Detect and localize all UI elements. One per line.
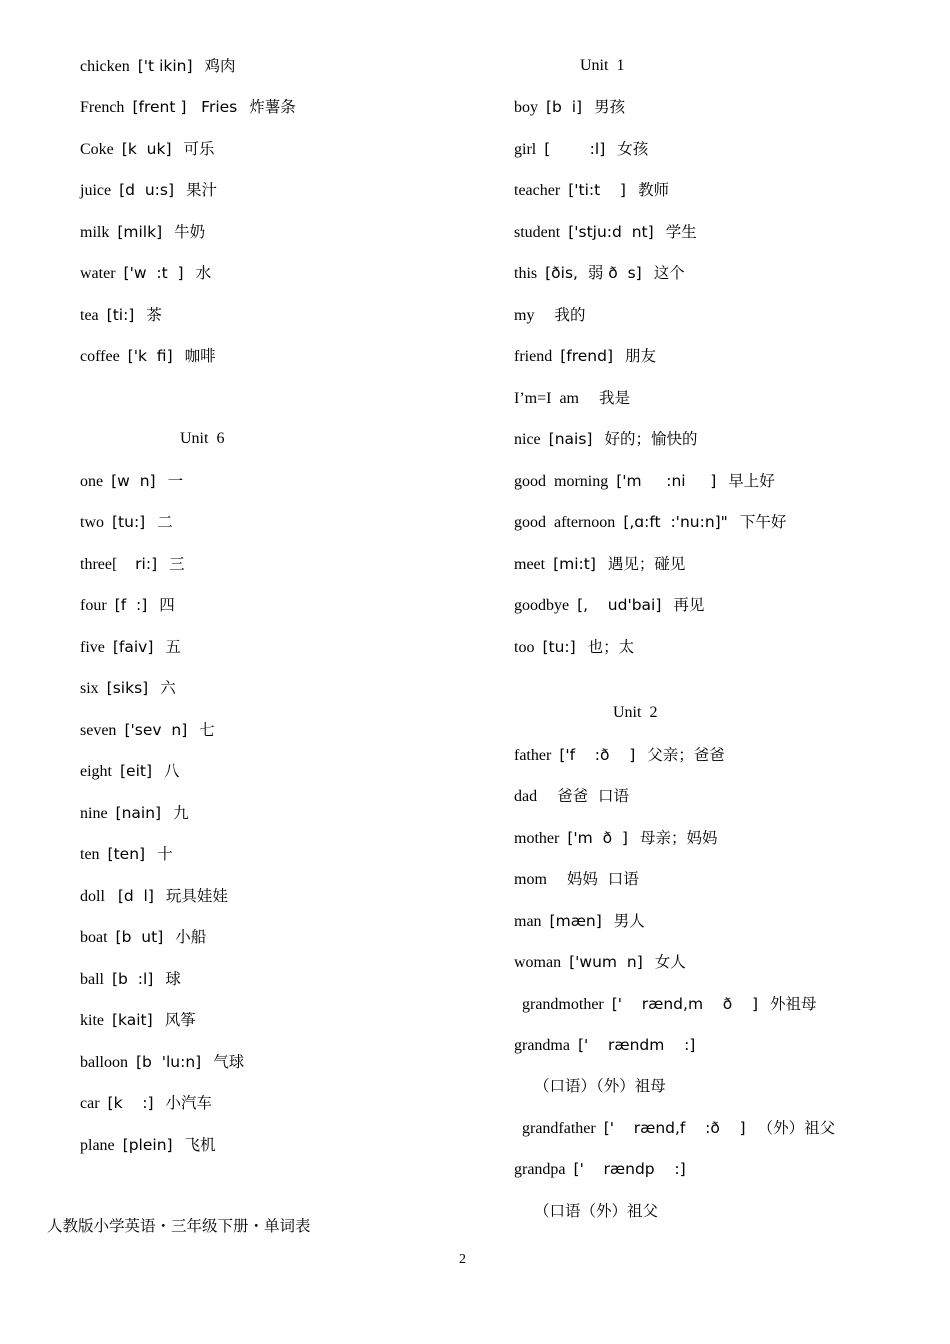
vocab-meaning: 我是	[599, 389, 631, 407]
vocab-phonetic: [frent ] Fries	[132, 98, 238, 116]
vocab-meaning: 球	[165, 970, 181, 988]
vocab-meaning: 教师	[637, 181, 669, 199]
vocab-word: grandma	[514, 1037, 570, 1054]
vocab-meaning: 茶	[146, 306, 162, 324]
vocab-phonetic: [eit]	[120, 762, 153, 780]
vocab-entry	[514, 429, 697, 450]
vocab-phonetic: [k uk]	[121, 140, 172, 158]
vocab-word: seven	[80, 722, 117, 739]
vocab-entry	[514, 305, 585, 326]
vocab-word: car	[80, 1095, 100, 1112]
vocab-phonetic: ['m ð ]	[567, 829, 628, 847]
vocab-phonetic: [ti:]	[106, 306, 135, 324]
vocab-phonetic: [milk]	[117, 223, 163, 241]
vocab-meaning: 十	[157, 845, 173, 863]
vocab-word: milk	[80, 224, 110, 241]
vocab-entry	[80, 886, 228, 907]
vocab-phonetic: [siks]	[106, 679, 149, 697]
vocab-entry	[80, 761, 180, 782]
vocab-meaning: 风筝	[164, 1011, 196, 1029]
vocab-entry	[514, 786, 629, 807]
vocab-meaning: 一	[167, 472, 184, 490]
vocab-phonetic: [b ut]	[115, 928, 164, 946]
vocab-phonetic: [, ud'bai]	[577, 596, 662, 614]
vocab-word: grandmother	[514, 996, 604, 1013]
vocab-word: dad	[514, 788, 538, 805]
vocab-word: plane	[80, 1137, 115, 1154]
vocab-phonetic: [' rænd,m ð ]	[611, 995, 758, 1013]
vocab-word: water	[80, 265, 116, 282]
vocab-entry	[514, 388, 630, 409]
vocab-word: Coke	[80, 141, 114, 158]
vocab-entry	[80, 263, 211, 284]
vocab-word: French	[80, 99, 125, 116]
vocab-meaning: 女孩	[617, 140, 649, 158]
vocab-meaning: 朋友	[625, 347, 657, 365]
vocab-phonetic: [b 'lu:n]	[136, 1053, 202, 1071]
vocab-phonetic: ['ti:t ]	[568, 181, 626, 199]
unit1-heading: Unit 1	[580, 57, 625, 74]
vocab-entry	[514, 952, 686, 973]
vocab-meaning: （口语（外）祖父	[534, 1202, 659, 1220]
vocab-entry	[514, 471, 775, 492]
vocab-meaning: 妈妈 口语	[566, 870, 639, 888]
vocab-word: one	[80, 473, 104, 490]
vocab-entry	[80, 969, 181, 990]
vocab-phonetic: [frend]	[560, 347, 613, 365]
vocab-word: nice	[514, 431, 541, 448]
vocab-phonetic: [plein]	[122, 1136, 173, 1154]
vocab-word: balloon	[80, 1054, 128, 1071]
vocab-phonetic: ['wum n]	[569, 953, 643, 971]
vocab-entry	[514, 595, 704, 616]
vocab-meaning: 父亲；爸爸	[647, 746, 725, 764]
vocab-meaning: 水	[195, 264, 212, 282]
vocab-entry	[514, 512, 786, 533]
vocab-entry	[80, 803, 189, 824]
vocab-word: girl	[514, 141, 537, 158]
vocab-entry	[80, 471, 183, 492]
vocab-meaning: 炸薯条	[249, 98, 296, 116]
vocab-meaning: 男人	[613, 912, 645, 930]
vocab-word: good afternoon	[514, 514, 616, 531]
vocab-phonetic: [ :l]	[544, 140, 606, 158]
vocab-meaning: 爸爸 口语	[557, 787, 629, 805]
vocab-entry	[80, 305, 162, 326]
vocab-word: three[	[80, 556, 118, 573]
vocab-entry	[80, 139, 215, 160]
vocab-word: mom	[514, 871, 547, 888]
vocab-word: boy	[514, 99, 538, 116]
vocab-meaning: 小汽车	[165, 1094, 213, 1112]
vocab-word: too	[514, 639, 535, 656]
vocab-meaning: 小船	[175, 928, 207, 946]
vocab-meaning: 八	[164, 762, 180, 780]
vocab-meaning: 九	[173, 804, 189, 822]
vocab-meaning: 鸡肉	[204, 57, 236, 75]
vocab-phonetic: [w n]	[111, 472, 156, 490]
unit6-heading: Unit 6	[180, 430, 225, 447]
vocab-meaning: 四	[159, 596, 175, 614]
vocab-meaning: 二	[157, 513, 173, 531]
vocab-entry	[80, 927, 206, 948]
vocab-entry	[80, 844, 173, 865]
vocab-phonetic: [mi:t]	[553, 555, 596, 573]
vocab-entry	[514, 1035, 707, 1056]
vocab-phonetic: [nais]	[548, 430, 593, 448]
vocab-entry	[80, 512, 173, 533]
vocab-word: tea	[80, 307, 99, 324]
vocab-phonetic: [kait]	[112, 1011, 153, 1029]
vocab-meaning: 可乐	[183, 140, 215, 158]
vocab-meaning: 三	[169, 555, 185, 573]
vocab-phonetic: [b i]	[546, 98, 583, 116]
vocab-word: I’m=I am	[514, 390, 579, 407]
vocab-entry	[80, 1010, 196, 1031]
vocab-word: kite	[80, 1012, 104, 1029]
vocab-entry	[80, 637, 181, 658]
vocab-word: woman	[514, 954, 562, 971]
vocab-word: father	[514, 747, 552, 764]
vocab-meaning: 男孩	[594, 98, 626, 116]
vocab-meaning: 果汁	[186, 181, 218, 199]
vocab-word: this	[514, 265, 538, 282]
vocab-entry	[80, 1093, 212, 1114]
vocab-entry	[80, 678, 176, 699]
vocab-word: mother	[514, 830, 560, 847]
vocab-entry	[514, 1118, 835, 1139]
vocab-phonetic: ['k fi]	[127, 347, 173, 365]
vocab-meaning: 这个	[653, 264, 685, 282]
vocab-entry	[514, 911, 645, 932]
vocab-meaning: 气球	[213, 1053, 245, 1071]
vocab-entry	[80, 97, 296, 118]
vocab-meaning: 也；太	[587, 638, 635, 656]
vocab-meaning: 好的；愉快的	[604, 430, 698, 448]
vocab-phonetic: [ðis, 弱 ð s]	[545, 264, 642, 282]
vocab-meaning: 牛奶	[174, 223, 206, 241]
vocab-entry	[80, 595, 175, 616]
vocab-phonetic: [' rændp :]	[573, 1160, 686, 1178]
vocab-word: juice	[80, 182, 112, 199]
vocab-entry	[80, 1135, 216, 1156]
vocab-phonetic: [ten]	[107, 845, 146, 863]
vocab-phonetic: [,ɑ:ft :'nu:n]"	[623, 513, 728, 531]
vocab-phonetic: ['w :t ]	[123, 264, 184, 282]
vocab-word: my	[514, 307, 535, 324]
vocab-phonetic: [b :l]	[112, 970, 154, 988]
vocab-word: doll	[80, 888, 105, 905]
vocab-meaning: 外祖母	[770, 995, 817, 1013]
vocab-word: chicken	[80, 58, 130, 75]
vocab-phonetic: [tu:]	[112, 513, 146, 531]
vocab-meaning: 再见	[673, 596, 705, 614]
vocab-entry	[514, 869, 639, 890]
vocab-phonetic: ['stju:d nt]	[568, 223, 654, 241]
vocab-entry	[514, 222, 697, 243]
vocab-entry	[514, 139, 648, 160]
footer-title: 人教版小学英语・三年级下册・单词表	[47, 1217, 311, 1235]
vocab-entry	[514, 97, 625, 118]
vocab-phonetic: ri:]	[125, 555, 158, 573]
vocab-word: ball	[80, 971, 104, 988]
vocab-entry	[514, 828, 718, 849]
vocab-phonetic: [nain]	[115, 804, 162, 822]
vocab-meaning: 七	[199, 721, 215, 739]
vocab-word: man	[514, 913, 542, 930]
vocab-phonetic: [k :]	[107, 1094, 154, 1112]
vocab-meaning: 飞机	[184, 1136, 216, 1154]
vocab-word: five	[80, 639, 105, 656]
vocab-meaning: （外）祖父	[757, 1119, 836, 1137]
vocab-phonetic: [tu:]	[542, 638, 576, 656]
vocab-entry	[80, 554, 185, 575]
vocab-phonetic: ['sev n]	[124, 721, 188, 739]
page-number: 2	[459, 1252, 466, 1267]
vocab-meaning: 早上好	[728, 472, 775, 490]
vocab-word: boat	[80, 929, 108, 946]
vocab-entry	[514, 346, 656, 367]
vocab-word: nine	[80, 805, 108, 822]
vocab-word: coffee	[80, 348, 120, 365]
vocab-entry	[80, 1052, 244, 1073]
vocab-phonetic: [' rændm :]	[577, 1036, 696, 1054]
vocab-meaning: 母亲；妈妈	[639, 829, 718, 847]
vocab-phonetic: [d l]	[112, 887, 154, 905]
vocab-entry	[514, 637, 634, 658]
vocab-word: eight	[80, 763, 112, 780]
vocab-entry	[514, 745, 725, 766]
vocab-entry	[514, 180, 669, 201]
vocab-meaning: 学生	[665, 223, 697, 241]
vocab-word: student	[514, 224, 561, 241]
vocab-phonetic: [' rænd,f :ð ]	[603, 1119, 746, 1137]
vocab-word: goodbye	[514, 597, 570, 614]
vocab-entry	[80, 720, 215, 741]
vocab-meaning: 女人	[654, 953, 686, 971]
vocab-meaning: 我的	[554, 306, 586, 324]
vocab-meaning: （口语）（外）祖母	[534, 1077, 666, 1095]
vocab-entry	[514, 1201, 658, 1222]
vocab-word: meet	[514, 556, 546, 573]
vocab-meaning: 六	[160, 679, 176, 697]
vocab-phonetic: ['m :ni ]	[616, 472, 717, 490]
vocab-phonetic: [mæn]	[549, 912, 602, 930]
vocab-meaning: 遇见；碰见	[607, 555, 686, 573]
vocab-word: teacher	[514, 182, 561, 199]
vocab-meaning: 咖啡	[184, 347, 216, 365]
vocab-entry	[80, 346, 216, 367]
vocab-entry	[514, 1159, 698, 1180]
vocab-meaning: 五	[165, 638, 181, 656]
vocab-entry	[514, 263, 685, 284]
vocab-entry	[514, 554, 685, 575]
vocab-word: friend	[514, 348, 553, 365]
vocab-word: four	[80, 597, 107, 614]
vocab-entry	[80, 222, 205, 243]
vocab-entry	[514, 994, 817, 1015]
vocab-meaning: 玩具娃娃	[165, 887, 228, 905]
vocab-phonetic: [d u:s]	[119, 181, 175, 199]
vocab-phonetic: [faiv]	[112, 638, 154, 656]
vocab-entry	[80, 180, 217, 201]
vocab-entry	[514, 1076, 666, 1097]
vocab-meaning: 下午好	[739, 513, 787, 531]
vocab-phonetic: ['t ikin]	[137, 57, 193, 75]
vocab-word: good morning	[514, 473, 609, 490]
unit2-heading: Unit 2	[613, 704, 658, 721]
vocab-word: grandpa	[514, 1161, 566, 1178]
vocab-word: grandfather	[514, 1120, 596, 1137]
vocab-word: six	[80, 680, 99, 697]
vocab-entry	[80, 56, 236, 77]
vocab-word: two	[80, 514, 104, 531]
vocab-phonetic: ['f :ð ]	[559, 746, 636, 764]
vocab-phonetic: [f :]	[114, 596, 148, 614]
vocab-word: ten	[80, 846, 100, 863]
